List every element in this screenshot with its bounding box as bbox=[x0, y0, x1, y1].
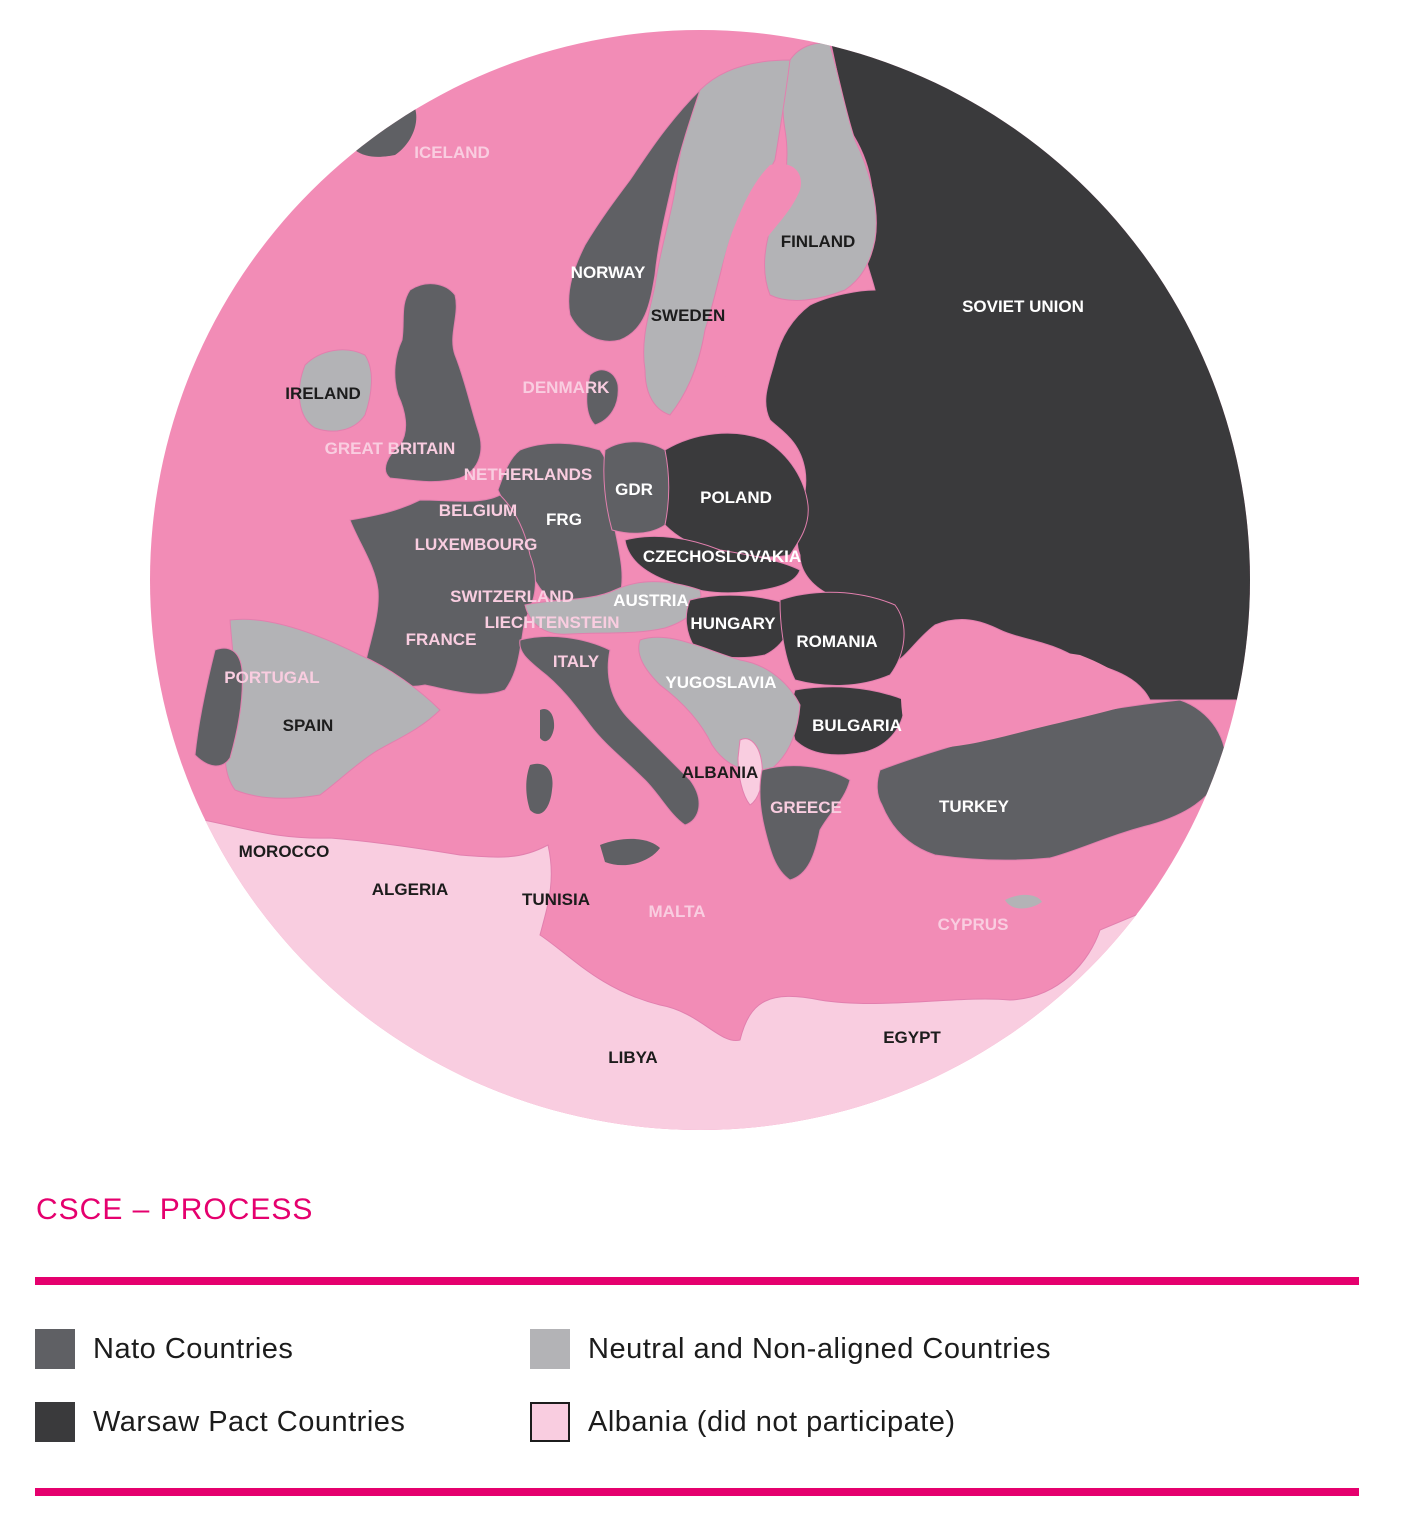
label-denmark: DENMARK bbox=[522, 378, 610, 397]
label-romania: ROMANIA bbox=[796, 632, 878, 651]
label-belgium: BELGIUM bbox=[438, 501, 518, 520]
label-iceland: ICELAND bbox=[414, 143, 490, 162]
label-spain: SPAIN bbox=[282, 716, 334, 735]
legend-swatch-albania bbox=[530, 1402, 570, 1442]
label-malta: MALTA bbox=[648, 902, 706, 921]
legend-swatch-warsaw bbox=[35, 1402, 75, 1442]
label-portugal: PORTUGAL bbox=[224, 668, 320, 687]
label-hungary: HUNGARY bbox=[690, 614, 776, 633]
label-finland: FINLAND bbox=[780, 232, 856, 251]
label-liechtenstein: LIECHTENSTEIN bbox=[484, 613, 620, 632]
legend-rule-top bbox=[35, 1277, 1359, 1285]
label-cyprus: CYPRUS bbox=[937, 915, 1009, 934]
label-morocco: MOROCCO bbox=[238, 842, 330, 861]
label-gdr: GDR bbox=[615, 480, 653, 499]
legend-rule-bottom bbox=[35, 1488, 1359, 1496]
label-bulgaria: BULGARIA bbox=[812, 716, 902, 735]
label-algeria: ALGERIA bbox=[371, 880, 449, 899]
label-egypt: EGYPT bbox=[883, 1028, 941, 1047]
label-albania: ALBANIA bbox=[681, 763, 759, 782]
label-turkey: TURKEY bbox=[939, 797, 1009, 816]
legend-item-neutral bbox=[530, 1329, 1051, 1369]
label-italy: ITALY bbox=[552, 652, 600, 671]
label-norway: NORWAY bbox=[570, 263, 646, 282]
label-soviet-union: SOVIET UNION bbox=[962, 297, 1084, 316]
label-netherlands: NETHERLANDS bbox=[463, 465, 593, 484]
legend-label-albania: Albania (did not participate) bbox=[588, 1405, 956, 1438]
legend-label-nato: Nato Countries bbox=[93, 1332, 294, 1365]
label-austria: AUSTRIA bbox=[613, 591, 689, 610]
label-luxembourg: LUXEMBOURG bbox=[414, 535, 538, 554]
label-tunisia: TUNISIA bbox=[522, 890, 590, 909]
label-czechoslovakia: CZECHOSLOVAKIA bbox=[642, 547, 802, 566]
legend-swatch-nato bbox=[35, 1329, 75, 1369]
label-sweden: SWEDEN bbox=[650, 306, 726, 325]
map-regions bbox=[140, 20, 1260, 1140]
legend-label-neutral: Neutral and Non-aligned Countries bbox=[588, 1332, 1052, 1365]
label-switzerland: SWITZERLAND bbox=[450, 587, 574, 606]
legend-item-nato bbox=[35, 1329, 293, 1369]
label-ireland: IRELAND bbox=[285, 384, 361, 403]
legend-swatch-neutral bbox=[530, 1329, 570, 1369]
label-france: FRANCE bbox=[405, 630, 477, 649]
label-libya: LIBYA bbox=[608, 1048, 658, 1067]
label-great-britain: GREAT BRITAIN bbox=[324, 439, 456, 458]
label-frg: FRG bbox=[546, 510, 582, 529]
legend-item-warsaw bbox=[35, 1402, 405, 1442]
label-greece: GREECE bbox=[770, 798, 842, 817]
legend-item-albania bbox=[530, 1402, 956, 1442]
label-poland: POLAND bbox=[700, 488, 772, 507]
legend-label-warsaw: Warsaw Pact Countries bbox=[93, 1405, 406, 1438]
legend-title: CSCE – PROCESS bbox=[36, 1193, 314, 1226]
label-yugoslavia: YUGOSLAVIA bbox=[665, 673, 777, 692]
